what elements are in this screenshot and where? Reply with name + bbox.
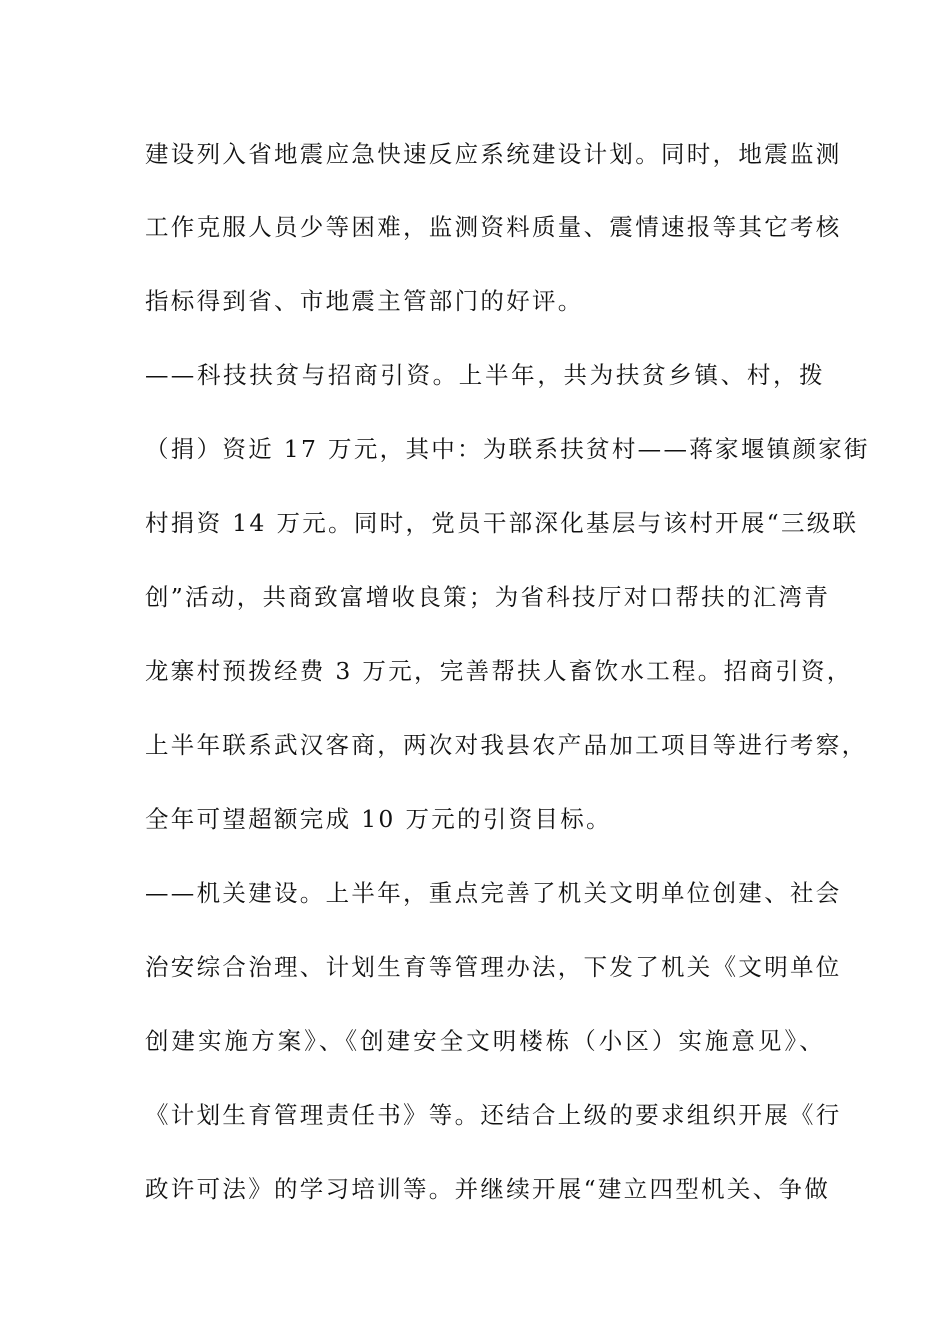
paragraph-line: 政许可法》的学习培训等。并继续开展“建立四型机关、争做	[145, 1175, 831, 1203]
paragraph-line: ——机关建设。上半年，重点完善了机关文明单位创建、社会	[145, 879, 842, 907]
paragraph-line: 创”活动，共商致富增收良策；为省科技厅对口帮扶的汇湾青	[145, 583, 831, 611]
paragraph-line: 工作克服人员少等困难，监测资料质量、震情速报等其它考核	[145, 213, 842, 241]
paragraph-line: 上半年联系武汉客商，两次对我县农产品加工项目等进行考察，	[145, 731, 868, 759]
paragraph-line: 创建实施方案》、《创建安全文明楼栋（小区）实施意见》、	[145, 1027, 825, 1055]
paragraph-line: 治安综合治理、计划生育等管理办法，下发了机关《文明单位	[145, 953, 842, 981]
paragraph-line: 龙寨村预拨经费 3 万元，完善帮扶人畜饮水工程。招商引资，	[145, 657, 853, 685]
paragraph-line: 全年可望超额完成 10 万元的引资目标。	[145, 805, 612, 833]
paragraph-line: 《计划生育管理责任书》等。还结合上级的要求组织开展《行	[145, 1101, 842, 1129]
paragraph-line: （捐）资近 17 万元，其中：为联系扶贫村——蒋家堰镇颜家街	[145, 435, 870, 463]
paragraph-line: ——科技扶贫与招商引资。上半年，共为扶贫乡镇、村，拨	[145, 361, 825, 389]
paragraph-line: 建设列入省地震应急快速反应系统建设计划。同时，地震监测	[145, 140, 842, 168]
paragraph-line: 村捐资 14 万元。同时，党员干部深化基层与该村开展“三级联	[145, 509, 859, 537]
paragraph-line: 指标得到省、市地震主管部门的好评。	[145, 287, 584, 315]
